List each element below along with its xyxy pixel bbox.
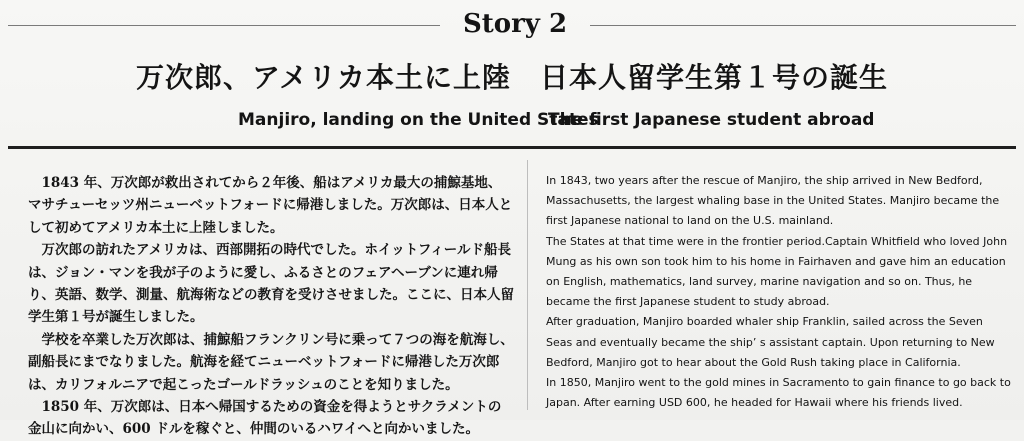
- column-divider: [527, 160, 528, 410]
- english-paragraph: The States at that time were in the frontier period.Captain Whitfield who loved John Mung as his own son took him to his home in Fairhaven and gave him an education on English, mathematics, land survey, marine navigation and so on. Thus, he became the first Japanese student to study abroad.: [546, 234, 1008, 309]
- header-divider: [8, 146, 1016, 149]
- english-subtitle-student: The first Japanese student abroad: [548, 110, 875, 130]
- top-rule-left: [8, 25, 440, 26]
- japanese-paragraph: 1850 年、万次郎は、日本へ帰国するための資金を得ようとサクラメントの金山に向かい、600 ドルを稼ぐと、仲間のいるハワイへと向かいました。: [28, 399, 502, 438]
- japanese-text-column: [28, 172, 514, 441]
- japanese-paragraph: 万次郎の訪れたアメリカは、西部開拓の時代でした。ホイットフィールド船長は、ジョン・マンを我が子のように愛し、ふるさとのフェアヘーブンに連れ帰り、英語、数学、測量、航海術などの教育を受けさせました。ここに、日本人留学生第１号が誕生しました。: [28, 242, 514, 326]
- japanese-paragraph: 1843 年、万次郎が救出されてから２年後、船はアメリカ最大の捕鯨基地、マサチューセッツ州ニューベットフォードに帰港しました。万次郎は、日本人として初めてアメリカ本土に上陸しました。: [28, 175, 513, 236]
- japanese-paragraph: 学校を卒業した万次郎は、捕鯨船フランクリン号に乗って７つの海を航海し、副船長にまでなりました。航海を経てニューベットフォードに帰港した万次郎は、カリフォルニアで起こったゴールドラッシュのことを知りました。: [28, 331, 514, 393]
- top-rule-right: [590, 25, 1016, 26]
- english-paragraph: After graduation, Manjiro boarded whaler ship Franklin, sailed across the Seven Seas and eventually became the ship’ s assistant captain. Upon returning to New Bedford, Manjiro got to hear about the Gold Rush taking place in California.: [546, 315, 995, 369]
- story-label: Story 2: [462, 9, 568, 39]
- english-subtitle-landing: Manjiro, landing on the United States: [238, 110, 599, 130]
- japanese-title: 万次郎、アメリカ本土に上陸 日本人留学生第１号の誕生: [135, 61, 889, 94]
- english-text-column: [546, 171, 1012, 413]
- english-paragraph: In 1843, two years after the rescue of Manjiro, the ship arrived in New Bedford, Massachusetts, the largest whaling base in the United States. Manjiro became the first Japanese national to land on the U.S. mainland.: [546, 174, 1000, 228]
- english-paragraph: In 1850, Manjiro went to the gold mines in Sacramento to gain finance to go back to Japan. After earning USD 600, he headed for Hawaii where his friends lived.: [546, 376, 1011, 410]
